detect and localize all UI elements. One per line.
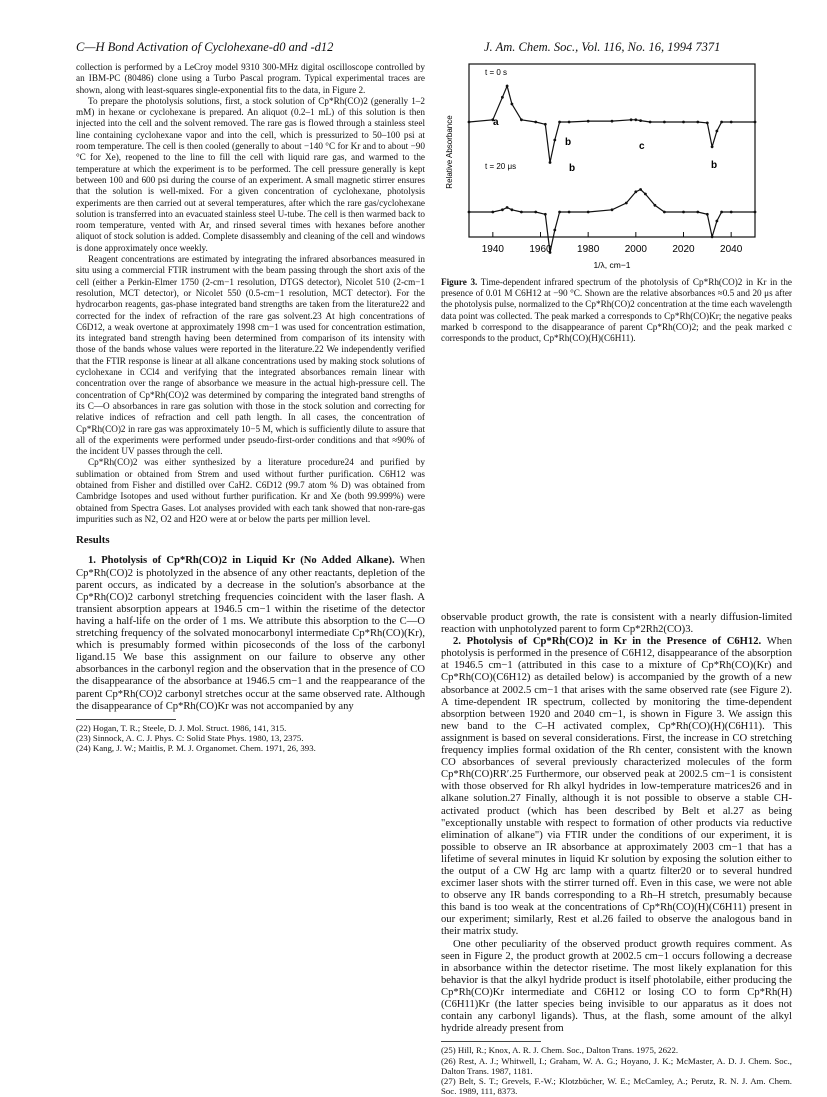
data-point — [534, 121, 537, 124]
data-point — [634, 190, 637, 193]
data-point — [611, 120, 614, 123]
x-tick-label: 2020 — [672, 244, 695, 255]
data-point — [663, 211, 666, 214]
paragraph: Reagent concentrations are estimated by integrating the infrared absorbances measured in situ using a commercial FTIR instrument with the beam passing through the short axis of the cell (either a Perkin-Elmer 1750 (2-cm−1 resolution, DTGS detector), Nicolet 510 (2-cm−1 resolution, MCT detector), or Nicolet 550 (0.5-cm−1 resolution, MCT detector). For the hydrocarbon reagents, gas-phase integrated band strengths are taken from the literature22 and corrected for the index of refraction of the rare gas solvent.23 At high concentrations of C6D12, a weak overtone at approximately 1998 cm−1 was used for concentration estimation, its integrated band strength having been determined from comparison of its intensity with those of the bands whose values were reported in the literature.22 We independently verified that the FTIR response is linear at all alkane concentrations used by making stock solutions of cyclohexane in CCl4 and verifying that the integrated absorbances remain linear with concentration over the range of absorbance we measure in the actual high-pressure cell. The concentration of Cp*Rh(CO)2 was determined by comparing the integrated band strengths of its C—O absorbances in rare gas solution with those in the stock solution and correcting for relative indices of refraction and cell path length. In all cases, the concentration of Cp*Rh(CO)2 in rare gas was approximately 10−5 M, which is sufficiently dilute to assure that all of the experiments were performed under pseudo-first-order conditions and that ≈90% of the incident UV passes through the cell. — [76, 254, 425, 457]
data-point — [534, 211, 537, 214]
data-point — [639, 119, 642, 122]
data-point — [501, 208, 504, 211]
data-point — [649, 121, 652, 124]
x-tick-label: 1960 — [529, 244, 552, 255]
data-point — [506, 206, 509, 209]
footnote: (23) Sinnock, A. C. J. Phys. C: Solid State Phys. 1980, 13, 2375. — [76, 732, 304, 743]
data-point — [544, 213, 547, 216]
subsection-text: When Cp*Rh(CO)2 is photolyzed in the absence of any other reactants, depletion of the parent occurs, as indicated by a decrease in the solution's absorbance at the Cp*Rh(CO)2 carbonyl stretching frequencies coincident with the laser flash. A transient absorption appears at 1946.5 cm−1 within the risetime of the detector having a half-life on the order of 1 ms. We attribute this absorption to the C—O stretching frequency of the solvated monocarbonyl intermediate Cp*Rh(CO)(Kr), which is presumably formed within picoseconds of the loss of the carbonyl ligand.15 We base this assignment on our failure to observe any other absorbances in the carbonyl region and the observation that in the presence of CO the disappearance of the absorbance at 1946.5 cm−1 and the reappearance of the parent Cp*Rh(CO)2 carbonyl stretches occur at the same observed rate. Although the disappearance of Cp*Rh(CO)Kr was not accompanied by any — [76, 555, 425, 712]
data-point — [625, 202, 628, 205]
data-point — [611, 208, 614, 211]
subsection-heading-2: 2. Photolysis of Cp*Rh(CO)2 in Kr in the Presence of C6H12. — [453, 636, 762, 648]
x-tick-label: 1980 — [577, 244, 600, 255]
data-point — [506, 85, 509, 88]
footnote-rule — [441, 1041, 541, 1042]
running-header-title: C—H Bond Activation of Cyclohexane-d0 and -d12 — [76, 40, 334, 54]
data-point — [720, 121, 723, 124]
footnote-rule — [76, 719, 176, 720]
data-point — [706, 213, 709, 216]
caption-label: Figure 3. — [441, 277, 478, 288]
x-axis-label: 1/λ, cm−1 — [593, 260, 631, 270]
figure-3 — [441, 62, 792, 344]
subsection-heading: 1. Photolysis of Cp*Rh(CO)2 in Liquid Kr (No Added Alkane). — [88, 555, 395, 567]
left-column — [76, 62, 425, 754]
data-point — [568, 121, 571, 124]
footnotes-right — [441, 1045, 792, 1096]
data-point — [639, 188, 642, 191]
paragraph: One other peculiarity of the observed product growth requires comment. As seen in Figure 2, the product growth at 2002.5 cm−1 occurs following a decrease in absorbance within the detector risetime. The most likely explanation for this behavior is that the alkyl hydride product is itself photolabile, either producing the Cp*Rh(CO)Kr intermediate and C6H12 or losing CO to form Cp*Rh(H)(C6H11)Kr (the latter species being invisible to our apparatus as it does not contain any carbonyl ligands). Thus, at the flash, some amount of the alkyl hydride already present from — [441, 938, 792, 1035]
data-point — [716, 220, 719, 223]
x-ticks — [482, 232, 743, 255]
results-section-1 — [76, 555, 425, 712]
data-point — [682, 121, 685, 124]
data-point — [663, 121, 666, 124]
paragraph: To prepare the photolysis solutions, first, a stock solution of Cp*Rh(CO)2 (generally 1–2 mM) in hexane or cyclohexane is prepared. An aliquot (0.2–1 mL) of this solution is then injected into the cell and the solvent removed. The rare gas is flowed through a stainless steel line containing cyclohexane vapor and into the cell, which is pressurized to 50–100 psi at room temperature. The cell is then cooled (generally to about −140 °C for Kr and to about −90 °C for Xe), reopened to the line to fill the cell with liquid rare gas, and warmed to the temperature at which the experiment is to be performed. The cell pressure generally is kept between 100 and 600 psi during the course of an experiment. A small magnetic stirrer ensures that the solution is well-mixed. For a given concentration of cyclohexane, photolysis experiments are then carried out at several temperatures, after which the rare gas/cyclohexane solution is transferred into an evacuated stainless steel U-tube. The cell is then warmed back to room temperature, vented with Ar, and rinsed several times with hexanes before another aliquot of stock solution is added. Complete disassembly and cleaning of the cell and windows is done approximately once weekly. — [76, 95, 425, 253]
data-point — [754, 121, 757, 124]
data-point — [568, 211, 571, 214]
data-point — [682, 211, 685, 214]
peak-label-b: b — [569, 163, 576, 174]
data-point — [520, 118, 523, 121]
footnote: (24) Kang, J. W.; Maitlis, P. M. J. Organomet. Chem. 1971, 26, 393. — [76, 743, 316, 754]
figure-caption — [441, 277, 792, 344]
data-point — [511, 103, 514, 106]
data-point — [553, 229, 556, 232]
data-point — [553, 139, 556, 142]
data-point — [468, 211, 471, 214]
data-point — [654, 204, 657, 207]
y-axis-label: Relative Absorbance — [445, 115, 454, 189]
data-point — [468, 121, 471, 124]
trace-time-label-top: t = 0 s — [485, 68, 508, 77]
spectrum-trace-2 — [469, 190, 755, 253]
peak-label-b3: b — [565, 137, 572, 148]
x-tick-label: 2000 — [624, 244, 647, 255]
peak-label-c: c — [639, 141, 645, 152]
x-tick-label: 1940 — [481, 244, 504, 255]
data-point — [587, 120, 590, 123]
spectrum-figure — [441, 62, 792, 272]
footnotes-left — [76, 723, 425, 754]
paragraph: Cp*Rh(CO)2 was either synthesized by a literature procedure24 and purified by sublimation or obtained from Strem and used without further purification. C6H12 was obtained from Fisher and distilled over CaH2. C6D12 (99.7 atom % D) was obtained from Cambridge Isotopes and used without further purification. Kr and Xe (both 99.999%) were obtained from Spectra Gases. Lot analyses provided with each tank showed that non-rare-gas impurities such as N2, O2 and H2O were at or below the parts per million level. — [76, 457, 425, 524]
footnote: (22) Hogan, T. R.; Steele, D. J. Mol. Struct. 1986, 141, 315. — [76, 722, 287, 733]
data-point — [630, 118, 633, 121]
trace-time-label-bottom: t = 20 μs — [485, 162, 517, 171]
x-tick-label: 2040 — [720, 244, 743, 255]
data-point — [544, 123, 547, 126]
data-point — [720, 211, 723, 214]
right-column-body — [441, 612, 792, 1097]
caption-text: Time-dependent infrared spectrum of the photolysis of Cp*Rh(CO)2 in Kr in the presence of 0.01 M C6H12 at −90 °C. Shown are the relative absorbances ≈0.5 and 20 μs after the photolysis pulse, normalized to the Cp*Rh(CO)2 concentration at the time each wavelength data point was collected. The peak marked a corresponds to Cp*Rh(CO)Kr; the negative peaks marked b correspond to the disappearance of parent Cp*Rh(CO)2; and the peak marked c corresponds to the product, Cp*Rh(CO)(H)(C6H11). — [441, 277, 792, 343]
data-point — [558, 211, 561, 214]
data-point — [696, 121, 699, 124]
data-point — [696, 211, 699, 214]
data-point — [501, 96, 504, 99]
data-point — [520, 211, 523, 214]
data-point — [549, 161, 552, 164]
data-point — [558, 121, 561, 124]
data-point — [754, 211, 757, 214]
section-heading-results: Results — [76, 534, 110, 547]
data-point — [644, 193, 647, 196]
footnote: (26) Rest, A. J.; Whitwell, I.; Graham, W. A. G.; Hoyano, J. K.; McMaster, A. D. J. Chem. Soc., Dalton Trans. 1987, 1181. — [441, 1055, 792, 1076]
peak-label-b2: b — [711, 160, 718, 171]
data-point — [716, 130, 719, 133]
subsection-text: When photolysis is performed in the presence of C6H12, disappearance of the absorption at 1946.5 cm−1 (attributed in this case to a mixture of Cp*Rh(CO)(Kr) and Cp*Rh(CO)(C6H12) as detailed below) is accompanied by the growth of a new absorbance at 2002.5 cm−1 that arises with the same observed rate (see Figure 2). A time-dependent IR spectrum, collected by monitoring the time-dependent absorption between 1920 and 2040 cm−1, is shown in Figure 3. We assign this new band to the C–H activated complex, Cp*Rh(CO)(H)(C6H11). This assignment is based on several considerations. First, the increase in CO stretching frequency implies formal oxidation of the Rh center, consistent with the known CO absorbances of several previously characterized molecules of the form Cp*Rh(CO)RR′.25 Furthermore, our observed peak at 2002.5 cm−1 is consistent with those observed for Rh alkyl hydrides in low-temperature matrices26 and in alkane solution.27 Finally, although it is not possible to observe a stable CH-activated product (which has been described by Belt et al.27 as being "exceptionally unstable with respect to formation of other products via reductive elimination of alkane") via FTIR under the conditions of our experiment, it is possible to observe an IR absorbance at approximately 2003 cm−1 that has a lifetime of several minutes in liquid Kr solution by exposing the solution either to the output of a CW Hg arc lamp with a quartz filter20 or to several hundred excimer laser shots with the stirrer turned off. Even in this case, we were not able to observe any IR bands corresponding to a Rh–H stretch, presumably because this band is too weak at the concentrations of Cp*Rh(CO)(H)(C6H11) present in our experiment; similarly, Rest et al.26 failed to observe the analogous band in their matrix study. — [441, 636, 792, 938]
data-point — [587, 211, 590, 214]
data-point — [711, 235, 714, 238]
paragraph: collection is performed by a LeCroy model 9310 300-MHz digital oscilloscope controlled by an IBM-PC (80486) clone using a Turbo Pascal program. Typical experimental traces are shown, along with least-squares single-exponential fits to the data, in Figure 2. — [76, 62, 425, 95]
data-point — [730, 211, 733, 214]
paragraph: observable product growth, the rate is consistent with a nearly diffusion-limited reaction with unphotolyzed parent to form Cp*2Rh2(CO)3. — [441, 612, 792, 636]
peak-label-a: a — [493, 117, 499, 128]
running-header-journal: J. Am. Chem. Soc., Vol. 116, No. 16, 1994 7371 — [484, 40, 721, 54]
spectrum-trace-1 — [469, 86, 755, 163]
data-point — [711, 145, 714, 148]
data-point — [634, 118, 637, 121]
data-point — [491, 211, 494, 214]
data-point — [511, 208, 514, 211]
footnote: (25) Hill, R.; Knox, A. R. J. Chem. Soc., Dalton Trans. 1975, 2622. — [441, 1045, 679, 1056]
data-point — [706, 122, 709, 125]
footnote: (27) Belt, S. T.; Grevels, F.-W.; Klotzbücher, W. E.; McCamley, A.; Perutz, R. N. J. Am. Chem. Soc. 1989, 111, 8373. — [441, 1076, 792, 1097]
data-point — [730, 121, 733, 124]
